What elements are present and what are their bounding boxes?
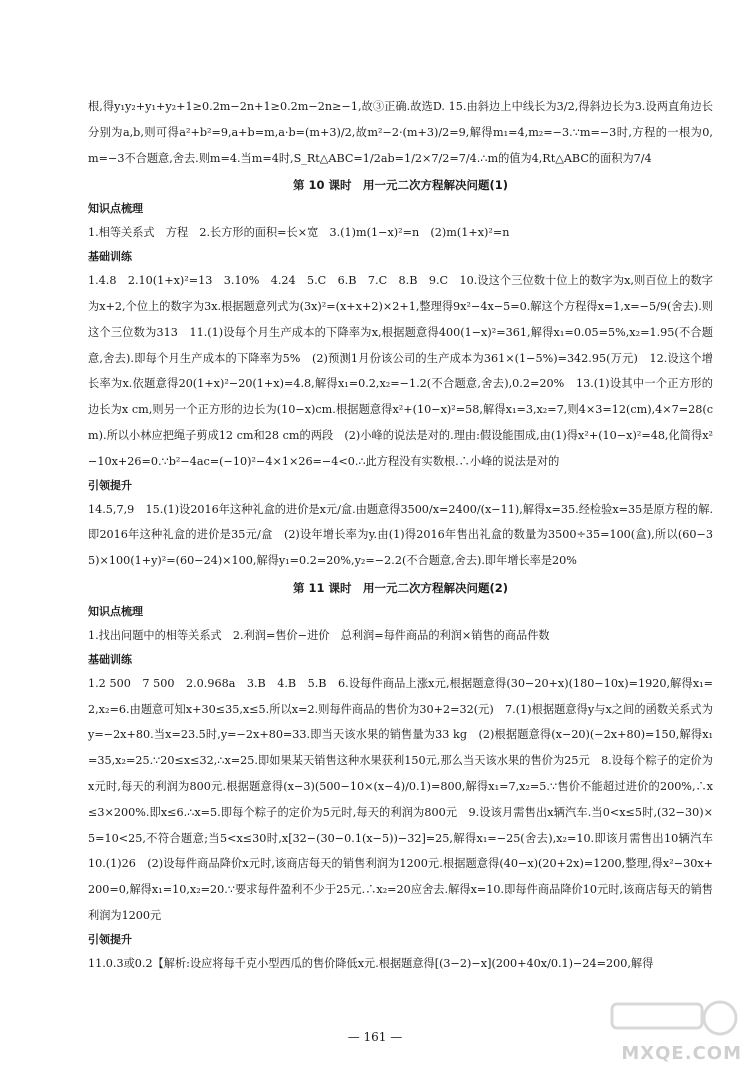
page-number: — 161 — [347,1030,403,1044]
section-heading: 知识点梳理 [88,202,143,216]
section-heading: 基础训练 [88,652,132,666]
paragraph: 1.2 500 7 500 2.0.968a 3.B 4.B 5.B 6.设每件商品上涨x元,根据题意得(30−20+x)(180−10x)=1920,解得x₁=2,x₂=6.由题意可知x+30≤35,x≤5.所以x=2.则每件商品的售价为30+2=32(元) 7.(1)根据题意得y与x之间的函数关系式为y=−2x+80.当x=23.5时,y=−2x+80=33.即当天该水果的销售量为33 kg (2)根据题意得(x−20)(−2x+80)=150,解得x₁=35,x₂=25.∵20≤x≤32,∴x=25.即如果某天销售这种水果获利150元,那么当天该水果的售价为25元 8.设每个粽子的定价为x元时,每天的利润为800元.根据题意得(x−3)(500−10×(x−4)/0.1)=800,解得x₁=7,x₂=5.∵售价不能超过进价的200%,∴x≤3×200%.即x≤6.∴x=5.即每个粽子的定价为5元时,每天的利润为800元 9.设该月需售出x辆汽车.当0<x≤5时,(32−30)×5=10<25,不符合题意;当5<x≤30时,x[32−(30−0.1(x−5))−32]=25,解得x₁=−25(舍去),x₂=10.即该月需售出10辆汽车 10.(1)26 (2)设每件商品降价x元时,该商店每天的销售利润为1200元.根据题意得(40−x)(20+2x)=1200,整理,得x²−30x+200=0,解得x₁=10,x₂=20.∵要求每件盈利不少于25元.∴x₂=20应舍去.解得x=10.即每件商品降价10元时,该商店每天的销售利润为1200元 [88,676,725,922]
paragraph: 14.5,7,9 15.(1)设2016年这种礼盒的进价是x元/盒.由题意得3500/x=2400/(x−11),解得x=35.经检验x=35是原方程的解.即2016年这种礼盒的进价是35元/盒 (2)设年增长率为y.由(1)得2016年售出礼盒的数量为3500÷35=100(盒),所以(60−35)×100(1+y)²=(60−24)×100,解得y₁=0.2=20%,y₂=−2.2(不合题意,舍去).即年增长率是20% [88,502,713,568]
paragraph: 1.相等关系式 方程 2.长方形的面积=长×宽 3.(1)m(1−x)²=n (2)m(1+x)²=n [88,226,510,240]
watermark-text: MXQE.COM [621,1043,742,1064]
lesson-title: 第 10 课时 用一元二次方程解决问题(1) [292,178,509,193]
lesson-title: 第 11 课时 用一元二次方程解决问题(2) [292,580,509,595]
section-heading: 知识点梳理 [88,604,143,618]
section-heading: 引领提升 [88,478,132,492]
paragraph: 1.4.8 2.10(1+x)²=13 3.10% 4.24 5.C 6.B 7.C 8.B 9.C 10.设这个三位数十位上的数字为x,则百位上的数字为x+2,个位上的数字为3x.根据题意列式为(3x)²=(x+x+2)×2+1,整理得9x²−4x−5=0.解这个方程得x=1,x=−5/9(舍去).则这个三位数为313 11.(1)设每个月生产成本的下降率为x,根据题意得400(1−x)²=361,解得x₁=0.05=5%,x₂=1.95(不合题意,舍去).即每个月生产成本的下降率为5% (2)预测1月份该公司的生产成本为361×(1−5%)=342.95(万元) 12.设这个增长率为x.依题意得20(1+x)²−20(1+x)=4.8,解得x₁=0.2,x₂=−1.2(不合题意,舍去),0.2=20% 13.(1)设其中一个正方形的边长为x cm,则另一个正方形的边长为(10−x)cm.根据题意得x²+(10−x)²=58,解得x₁=3,x₂=7,则4×3=12(cm),4×7=28(cm).所以小林应把绳子剪成12 cm和28 cm的两段 (2)小峰的说法是对的.理由:假设能围成,由(1)得x²+(10−x)²=48,化简得x²−10x+26=0.∵b²−4ac=(−10)²−4×1×26=−4<0.∴此方程没有实数根.∴小峰的说法是对的 [88,274,713,468]
watermark-logo [592,996,742,1064]
paragraph: 11.0.3或0.2【解析:设应将每千克小型西瓜的售价降低x元.根据题意得[(3−2)−x](200+40x/0.1)−24=200,解得 [88,956,654,970]
section-heading: 引领提升 [88,932,132,946]
page-content [88,94,725,977]
section-heading: 基础训练 [88,250,132,264]
paragraph: 根,得y₁y₂+y₁+y₂+1≥0.2m−2n+1≥0.2m−2n≥−1,故③正确.故选D. 15.由斜边上中线长为3/2,得斜边长为3.设两直角边长分别为a,b,则可得a²+b²=9,a+b=m,a·b=(m+3)/2,故m²−2·(m+3)/2=9,解得m₁=4,m₂=−3.∵m=−3时,方程的一根为0,m=−3不合题意,舍去.则m=4.当m=4时,S_Rt△ABC=1/2ab=1/2×7/2=7/4.∴m的值为4,Rt△ABC的面积为7/4 [88,100,713,165]
paragraph: 1.找出问题中的相等关系式 2.利润=售价−进价 总利润=每件商品的利润×销售的商品件数 [88,628,550,642]
